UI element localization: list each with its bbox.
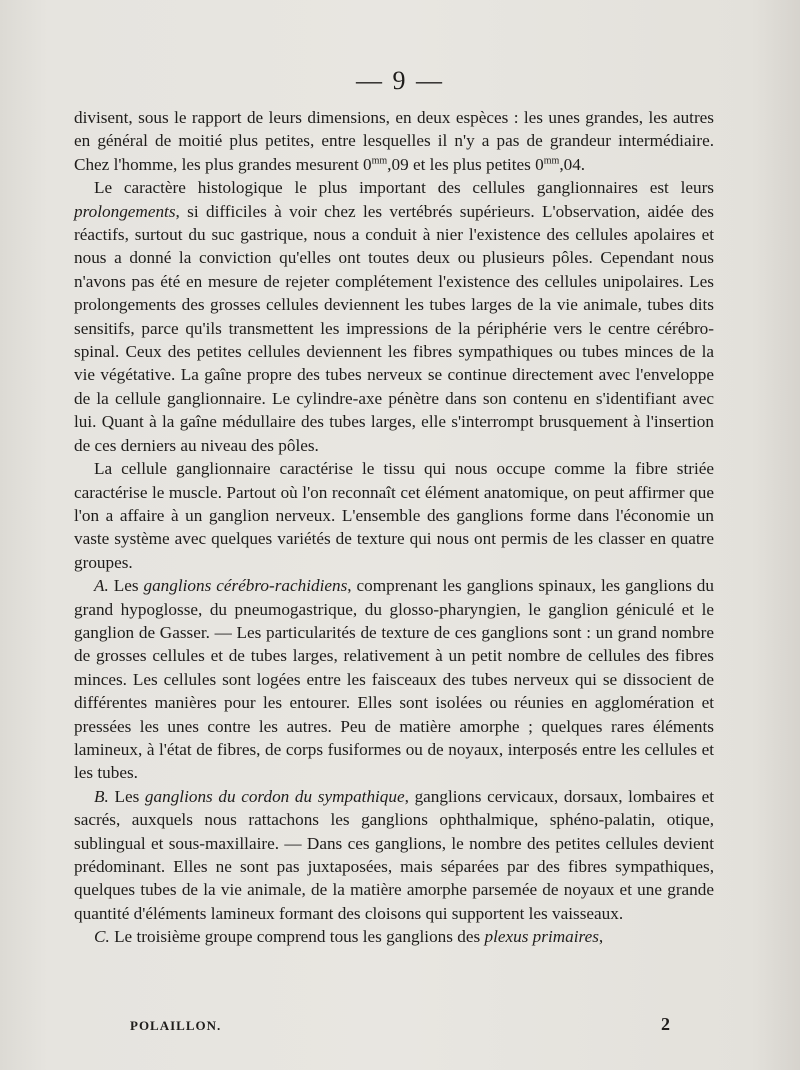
text-run: Les [108, 786, 145, 806]
signature-mark: 2 [661, 1014, 670, 1034]
italic-text: ganglions cérébro-rachidiens [143, 576, 348, 596]
text-run: Le caractère histologique le plus important des cellules ganglionnaires est leurs [94, 178, 714, 198]
italic-text: B. [94, 786, 109, 806]
paragraph [74, 925, 714, 948]
text-run: ,04. [559, 154, 586, 174]
text-run: , si difficiles à voir chez les vertébrés supérieurs. L'observation, aidée des réactifs, surtout du suc gastrique, nous a conduit à nier l'existence des cellules apolaires et nous a donné la conviction qu'elles ont toutes deux ou plusieurs pôles. Cependant nous n'avons pas été en mesure de rejeter complétement l'existence des cellules unipolaires. Les prolongements des grosses cellules deviennent les tubes larges de la vie animale, tubes dits sensitifs, parce qu'ils transmettent les impressions de la périphérie vers le centre cérébro-spinal. Ceux des petites cellules deviennent les fibres sympathiques ou tubes minces de la vie végétative. La gaîne propre des tubes nerveux se continue directement avec l'enveloppe de la cellule ganglionnaire. Le cylindre-axe pénètre dans son contenu en s'identifiant avec lui. Quant à la gaîne médullaire des tubes larges, elle s'interrompt brusquement à l'insertion de ces derniers au niveau des pôles. [74, 201, 714, 455]
italic-text: A. [94, 576, 109, 596]
text-run: Les [108, 576, 144, 596]
italic-text: ganglions du cordon du sympathique [144, 786, 405, 806]
text-run: , [598, 927, 604, 947]
page-number: — 9 — [356, 66, 444, 95]
footer-author: POLAILLON. [130, 1018, 222, 1033]
text-run: La cellule ganglionnaire caractérise le tissu qui nous occupe comme la fibre striée caractérise le muscle. Partout où l'on reconnaît cet élément anatomique, on peut affirmer que l'on a affaire à un ganglion nerveux. L'ensemble des ganglions forme dans l'économie un vaste système avec quelques variétés de texture qui nous ont permis de les classer en quatre groupes. [74, 459, 714, 572]
body-text [74, 106, 714, 949]
text-run: divisent, sous le rapport de leurs dimensions, en deux espèces : les unes grandes, les autres en général de moitié plus petites, entre lesquelles il n'y a pas de grandeur intermédiaire. Chez l'homme, les plus grandes mesurent 0 [74, 108, 714, 174]
italic-text: prolongements [74, 201, 176, 221]
paragraph [74, 785, 714, 925]
italic-text: C. [94, 927, 110, 947]
unit-superscript: mm [371, 155, 388, 167]
paragraph [74, 106, 714, 176]
text-run: , ganglions cervicaux, dorsaux, lombaires et sacrés, auxquels nous rattachons les ganglions ophthalmique, sphéno-palatin, otique, sublingual et sous-maxillaire. — Dans ces ganglions, le nombre des petites cellules devient prédominant. Elles ne sont pas juxtaposées, mais séparées par des fibres sympathiques, quelques tubes de la vie animale, de la matière amorphe parsemée de noyaux et une grande quantité d'éléments lamineux formant des cloisons qui supportent les vaisseaux. [74, 786, 715, 923]
unit-superscript: mm [543, 155, 560, 167]
text-run: Le troisième groupe comprend tous les ganglions des [109, 927, 485, 947]
text-run: ,09 et les plus petites 0 [387, 154, 544, 174]
text-run: , comprenant les ganglions spinaux, les ganglions du grand hypoglosse, du pneumogastrique, du glosso-pharyngien, le ganglion géniculé et le ganglion de Gasser. — Les particularités de texture de ces ganglions sont : un grand nombre de grosses cellules et de tubes larges, relativement à un petit nombre de cellules des fibres minces. Les cellules sont logées entre les faisceaux des tubes nerveux qui se dissocient de différentes manières pour les entourer. Elles sont isolées ou réunies en agglomération et pressées les unes contre les autres. Peu de matière amorphe ; quelques rares éléments lamineux, à l'état de fibres, de corps fusiformes ou de noyaux, interposés entre les cellules et les tubes. [74, 576, 714, 783]
page-footer [130, 1014, 670, 1035]
paragraph [74, 457, 714, 574]
paragraph [74, 176, 714, 457]
italic-text: plexus primaires [484, 927, 599, 947]
paragraph [74, 574, 714, 785]
